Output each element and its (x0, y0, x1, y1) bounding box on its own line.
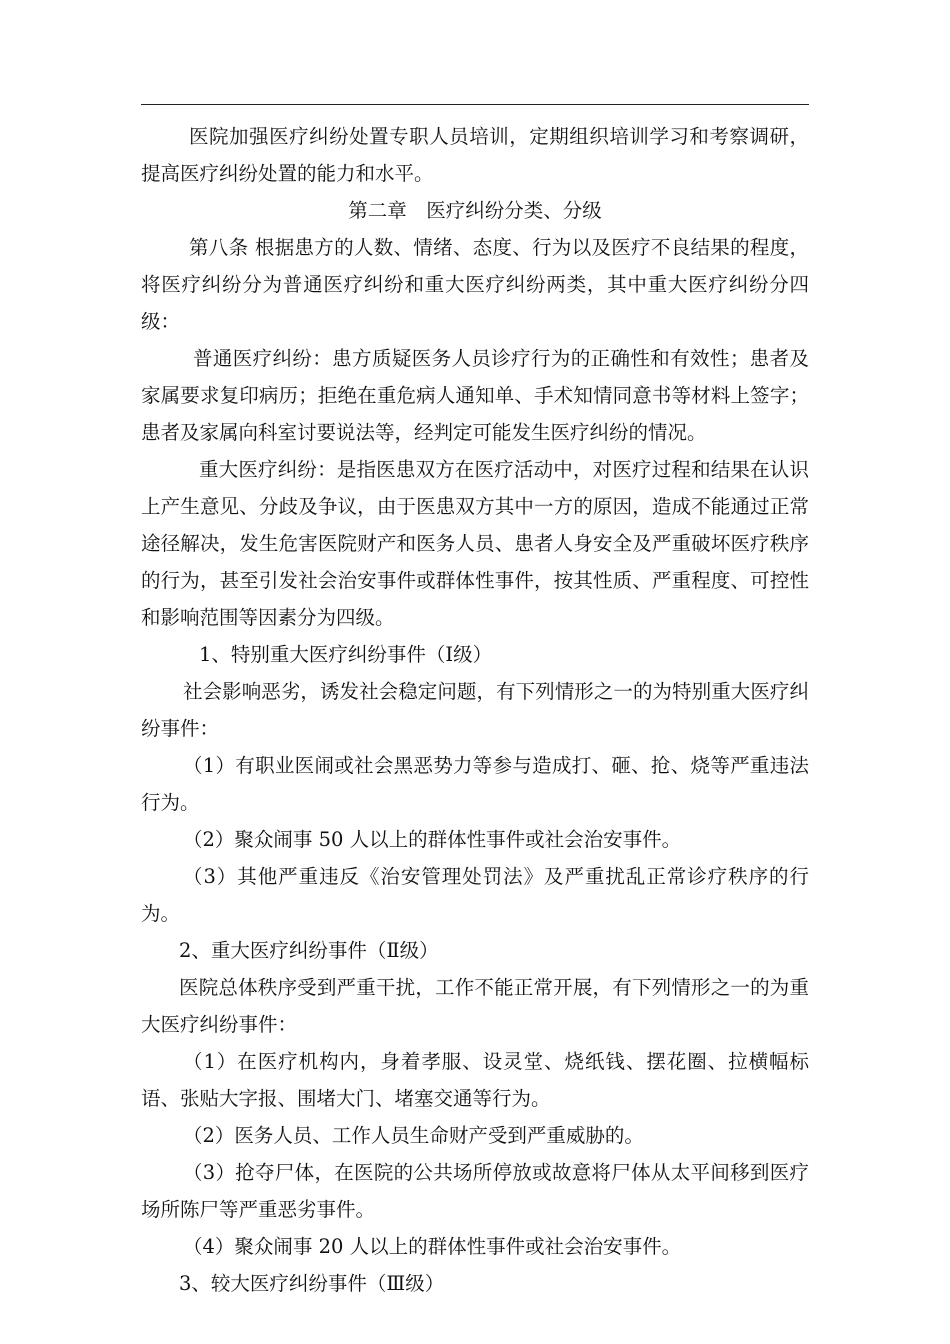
level-2-item-4: （4）聚众闹事 20 人以上的群体性事件或社会治安事件。 (183, 1235, 682, 1258)
level-2-heading: 2、重大医疗纠纷事件（Ⅱ级） (179, 939, 439, 962)
level-2-description: 医院总体秩序受到严重干扰，工作不能正常开展，有下列情形之一的为重大医疗纠纷事件： (141, 976, 809, 1036)
level-2-item-1: （1）在医疗机构内，身着孝服、设灵堂、烧纸钱、摆花圈、拉横幅标语、张贴大字报、围堵大门、堵塞交通等行为。 (141, 1050, 809, 1110)
level-1-heading: 1、特别重大医疗纠纷事件（Ⅰ级） (199, 643, 493, 666)
paragraph-major-dispute: 重大医疗纠纷：是指医患双方在医疗活动中，对医疗过程和结果在认识上产生意见、分歧及争议，由于医患双方其中一方的原因，造成不能通过正常途径解决，发生危害医院财产和医务人员、患者人身安全及严重破坏医疗秩序的行为，甚至引发社会治安事件或群体性事件，按其性质、严重程度、可控性和影响范围等因素分为四级。 (141, 458, 809, 629)
level-1-item-2: （2）聚众闹事 50 人以上的群体性事件或社会治安事件。 (183, 828, 682, 851)
level-1-description: 社会影响恶劣，诱发社会稳定问题，有下列情形之一的为特别重大医疗纠纷事件： (141, 680, 809, 740)
level-2-item-3: （3）抢夺尸体，在医院的公共场所停放或故意将尸体从太平间移到医疗场所陈尸等严重恶劣事件。 (141, 1161, 809, 1221)
article-eight: 第八条 根据患方的人数、情绪、态度、行为以及医疗不良结果的程度，将医疗纠纷分为普通医疗纠纷和重大医疗纠纷两类，其中重大医疗纠纷分四级： (141, 236, 809, 333)
level-2-item-2: （2）医务人员、工作人员生命财产受到严重威胁的。 (183, 1124, 644, 1147)
level-1-item-3: （3）其他严重违反《治安管理处罚法》及严重扰乱正常诊疗秩序的行为。 (141, 865, 809, 925)
level-3-heading: 3、较大医疗纠纷事件（Ⅲ级） (179, 1272, 445, 1295)
level-1-item-1: （1）有职业医闹或社会黑恶势力等参与造成打、砸、抢、烧等严重违法行为。 (141, 754, 809, 814)
paragraph-ordinary-dispute: 普通医疗纠纷：患方质疑医务人员诊疗行为的正确性和有效性；患者及家属要求复印病历；拒绝在重危病人通知单、手术知情同意书等材料上签字；患者及家属向科室讨要说法等，经判定可能发生医疗纠纷的情况。 (141, 347, 809, 444)
paragraph-training: 医院加强医疗纠纷处置专职人员培训，定期组织培训学习和考察调研，提高医疗纠纷处置的能力和水平。 (141, 125, 809, 185)
header-rule (141, 104, 809, 105)
chapter-heading: 第二章 医疗纠纷分类、分级 (348, 199, 602, 222)
document-body (141, 118, 809, 1302)
